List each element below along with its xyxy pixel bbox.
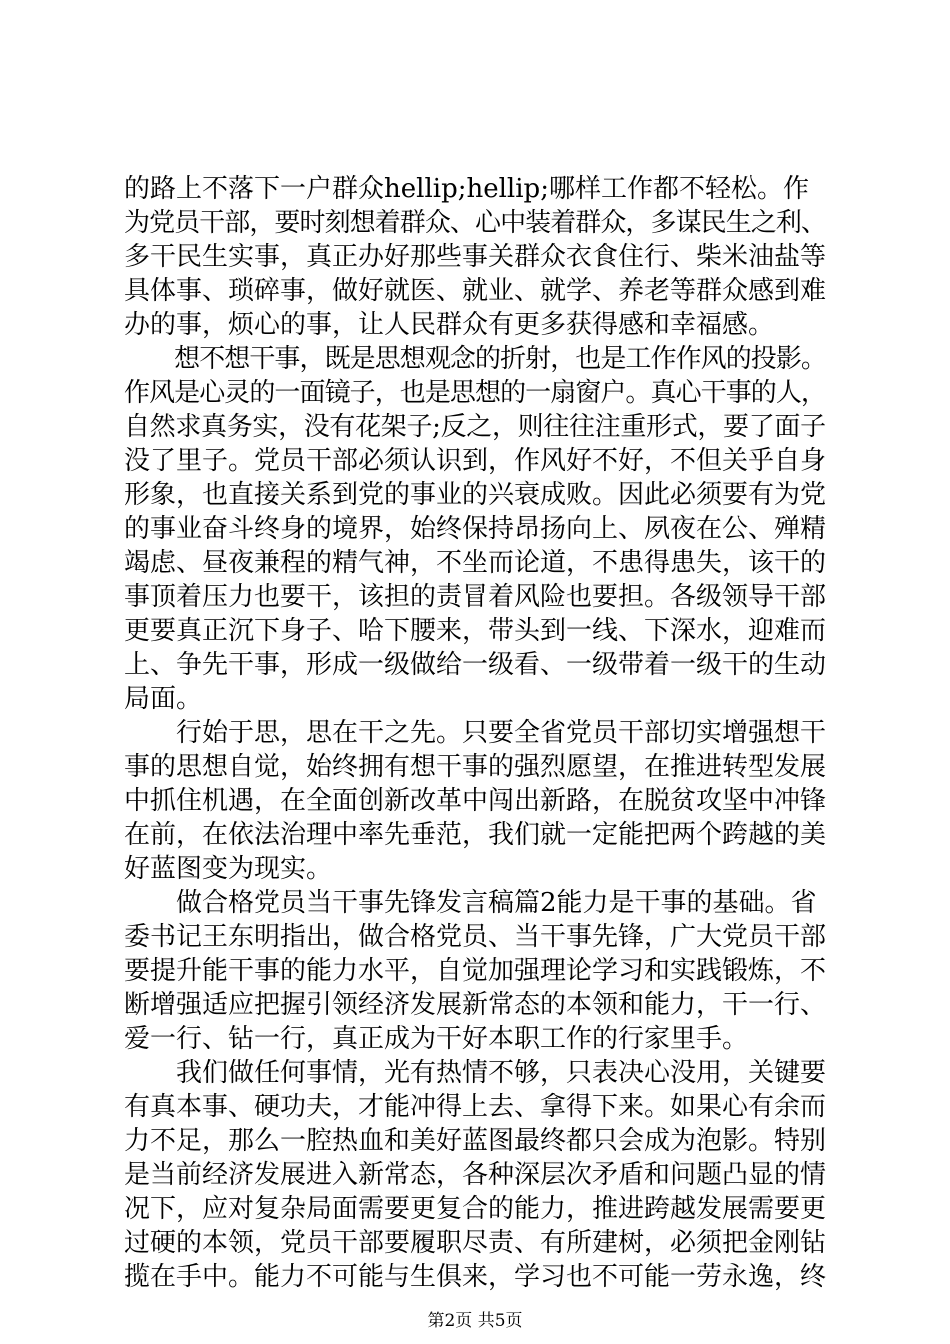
text-line: 行始于思，思在干之先。只要全省党员干部切实增强想干 — [124, 718, 827, 748]
page-number-footer: 第2页 共5页 — [427, 1311, 523, 1331]
text-line: 自然求真务实，没有花架子;反之，则往往注重形式，要了面子 — [124, 412, 826, 442]
text-line: 是当前经济发展进入新常态，各种深层次矛盾和问题凸显的情 — [124, 1160, 827, 1190]
text-line: 过硬的本领，党员干部要履职尽责、有所建树，必须把金刚钻 — [124, 1228, 827, 1258]
text-line: 揽在手中。能力不可能与生俱来，学习也不可能一劳永逸，终 — [124, 1262, 827, 1292]
text-line: 局面。 — [124, 684, 203, 714]
text-line: 的事业奋斗终身的境界，始终保持昂扬向上、夙夜在公、殚精 — [124, 514, 827, 544]
text-line: 更要真正沉下身子、哈下腰来，带头到一线、下深水，迎难而 — [124, 616, 827, 646]
text-line: 作风是心灵的一面镜子，也是思想的一扇窗户。真心干事的人， — [124, 378, 827, 408]
text-line: 爱一行、钻一行，真正成为干好本职工作的行家里手。 — [124, 1024, 749, 1054]
text-line: 在前，在依法治理中率先垂范，我们就一定能把两个跨越的美 — [124, 820, 827, 850]
text-line: 力不足，那么一腔热血和美好蓝图最终都只会成为泡影。特别 — [124, 1126, 827, 1156]
text-line: 事的思想自觉，始终拥有想干事的强烈愿望，在推进转型发展 — [124, 752, 827, 782]
text-line: 事顶着压力也要干，该担的责冒着风险也要担。各级领导干部 — [124, 582, 827, 612]
text-line: 办的事，烦心的事，让人民群众有更多获得感和幸福感。 — [124, 310, 775, 340]
text-line: 要提升能干事的能力水平，自觉加强理论学习和实践锻炼，不 — [124, 956, 827, 986]
text-line: 形象，也直接关系到党的事业的兴衰成败。因此必须要有为党 — [124, 480, 827, 510]
text-line: 委书记王东明指出，做合格党员、当干事先锋，广大党员干部 — [124, 922, 827, 952]
text-line: 的路上不落下一户群众hellip;hellip;哪样工作都不轻松。作 — [124, 174, 809, 204]
text-line: 没了里子。党员干部必须认识到，作风好不好，不但关乎自身 — [124, 446, 827, 476]
text-line: 为党员干部，要时刻想着群众、心中装着群众，多谋民生之利、 — [124, 208, 827, 238]
text-line: 断增强适应把握引领经济发展新常态的本领和能力，干一行、 — [124, 990, 827, 1020]
text-line: 好蓝图变为现实。 — [124, 854, 333, 884]
text-line: 具体事、琐碎事，做好就医、就业、就学、养老等群众感到难 — [124, 276, 827, 306]
text-line: 想不想干事，既是思想观念的折射，也是工作作风的投影。 — [124, 344, 827, 374]
text-line: 竭虑、昼夜兼程的精气神，不坐而论道，不患得患失，该干的 — [124, 548, 827, 578]
text-line: 况下，应对复杂局面需要更复合的能力，推进跨越发展需要更 — [124, 1194, 827, 1224]
text-line: 多干民生实事，真正办好那些事关群众衣食住行、柴米油盐等 — [124, 242, 827, 272]
text-line: 中抓住机遇，在全面创新改革中闯出新路，在脱贫攻坚中冲锋 — [124, 786, 827, 816]
text-line: 做合格党员当干事先锋发言稿篇2能力是干事的基础。省 — [124, 888, 817, 918]
text-line: 有真本事、硬功夫，才能冲得上去、拿得下来。如果心有余而 — [124, 1092, 827, 1122]
text-line: 我们做任何事情，光有热情不够，只表决心没用，关键要 — [124, 1058, 827, 1088]
text-line: 上、争先干事，形成一级做给一级看、一级带着一级干的生动 — [124, 650, 827, 680]
